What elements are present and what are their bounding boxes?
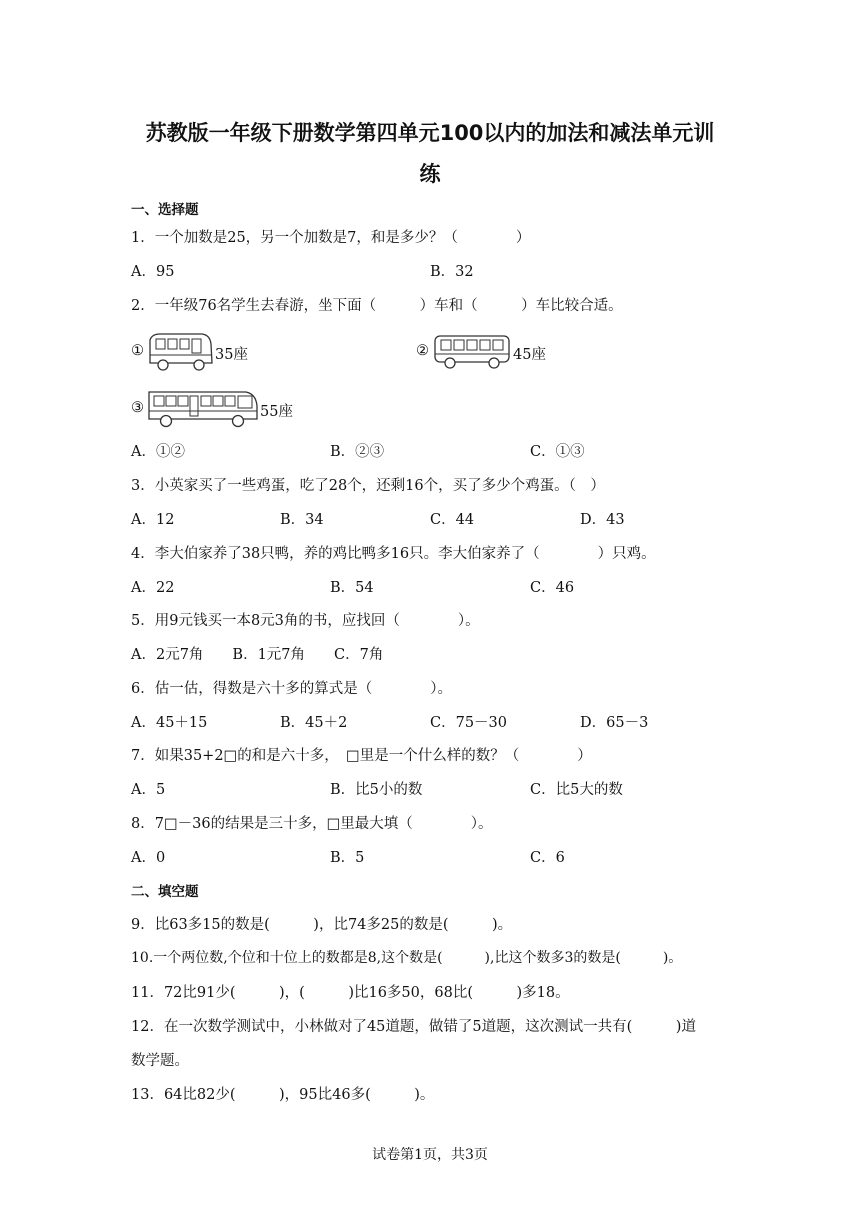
q6-option-d: D．65－3 [580, 715, 649, 731]
q3-option-b: B．34 [280, 512, 324, 528]
q7-option-a: A．5 [131, 782, 166, 798]
bus-2-number: ② [416, 343, 429, 359]
q6-option-b: B．45＋2 [280, 715, 348, 731]
small-bus-image [146, 330, 214, 374]
q7-option-b: B．比5小的数 [330, 782, 423, 798]
question-4: 4．李大伯家养了38只鸭，养的鸡比鸭多16只。李大伯家养了（ ）只鸡。 [131, 546, 656, 562]
q3-option-c: C．44 [430, 512, 475, 528]
large-bus-image [146, 386, 260, 430]
q6-option-a: A．45＋15 [131, 715, 208, 731]
question-12: 12．在一次数学测试中，小林做对了45道题，做错了5道题，这次测试一共有( )道 [131, 1019, 696, 1035]
question-9: 9．比63多15的数是( )，比74多25的数是( )。 [131, 917, 513, 933]
question-11: 11．72比91少( )，( )比16多50，68比( )多18。 [131, 985, 570, 1001]
question-10: 10.一个两位数,个位和十位上的数都是8,这个数是( ),比这个数多3的数是( )。 [131, 950, 683, 966]
q6-option-c: C．75－30 [430, 715, 507, 731]
q7-option-c: C．比5大的数 [530, 782, 623, 798]
q8-option-b: B．5 [330, 850, 365, 866]
q2-option-a: A．①② [131, 444, 185, 460]
bus-3-seats: 55座 [260, 404, 293, 420]
medium-bus-image [432, 332, 512, 372]
question-3: 3．小英家买了一些鸡蛋，吃了28个，还剩16个，买了多少个鸡蛋。（ ） [131, 478, 605, 494]
question-7: 7．如果35+2□的和是六十多， □里是一个什么样的数？（ ） [131, 748, 592, 764]
question-8: 8．7□－36的结果是三十多，□里最大填（ ）。 [131, 816, 493, 832]
q8-option-c: C．6 [530, 850, 565, 866]
title-line-2: 练 [419, 162, 441, 186]
question-1: 1．一个加数是25，另一个加数是7，和是多少？（ ） [131, 230, 531, 246]
q2-option-b: B．②③ [330, 444, 385, 460]
q8-option-a: A．0 [131, 850, 166, 866]
page-footer: 试卷第1页，共3页 [372, 1147, 488, 1163]
bus-2-seats: 45座 [513, 347, 546, 363]
title-line-1: 苏教版一年级下册数学第四单元100以内的加法和减法单元训 [145, 121, 715, 145]
q4-option-a: A．22 [131, 580, 175, 596]
q1-option-a: A．95 [131, 264, 175, 280]
q4-option-c: C．46 [530, 580, 575, 596]
question-5: 5．用9元钱买一本8元3角的书，应找回（ ）。 [131, 613, 480, 629]
bus-1-seats: 35座 [215, 347, 248, 363]
question-2: 2．一年级76名学生去春游，坐下面（ ）车和（ ）车比较合适。 [131, 298, 623, 314]
question-13: 13．64比82少( )，95比46多( )。 [131, 1087, 435, 1103]
question-6: 6．估一估，得数是六十多的算式是（ ）。 [131, 681, 452, 697]
bus-3-number: ③ [131, 400, 144, 416]
q1-option-b: B．32 [430, 264, 474, 280]
q3-option-d: D．43 [580, 512, 625, 528]
q3-option-a: A．12 [131, 512, 175, 528]
q2-option-c: C．①③ [530, 444, 585, 460]
section-heading-choice: 一、选择题 [131, 202, 199, 218]
section-heading-fill: 二、填空题 [131, 884, 199, 900]
question-12-continued: 数学题。 [131, 1053, 189, 1069]
q5-options: A．2元7角 B．1元7角 C．7角 [131, 647, 384, 663]
bus-1-number: ① [131, 343, 144, 359]
q4-option-b: B．54 [330, 580, 374, 596]
